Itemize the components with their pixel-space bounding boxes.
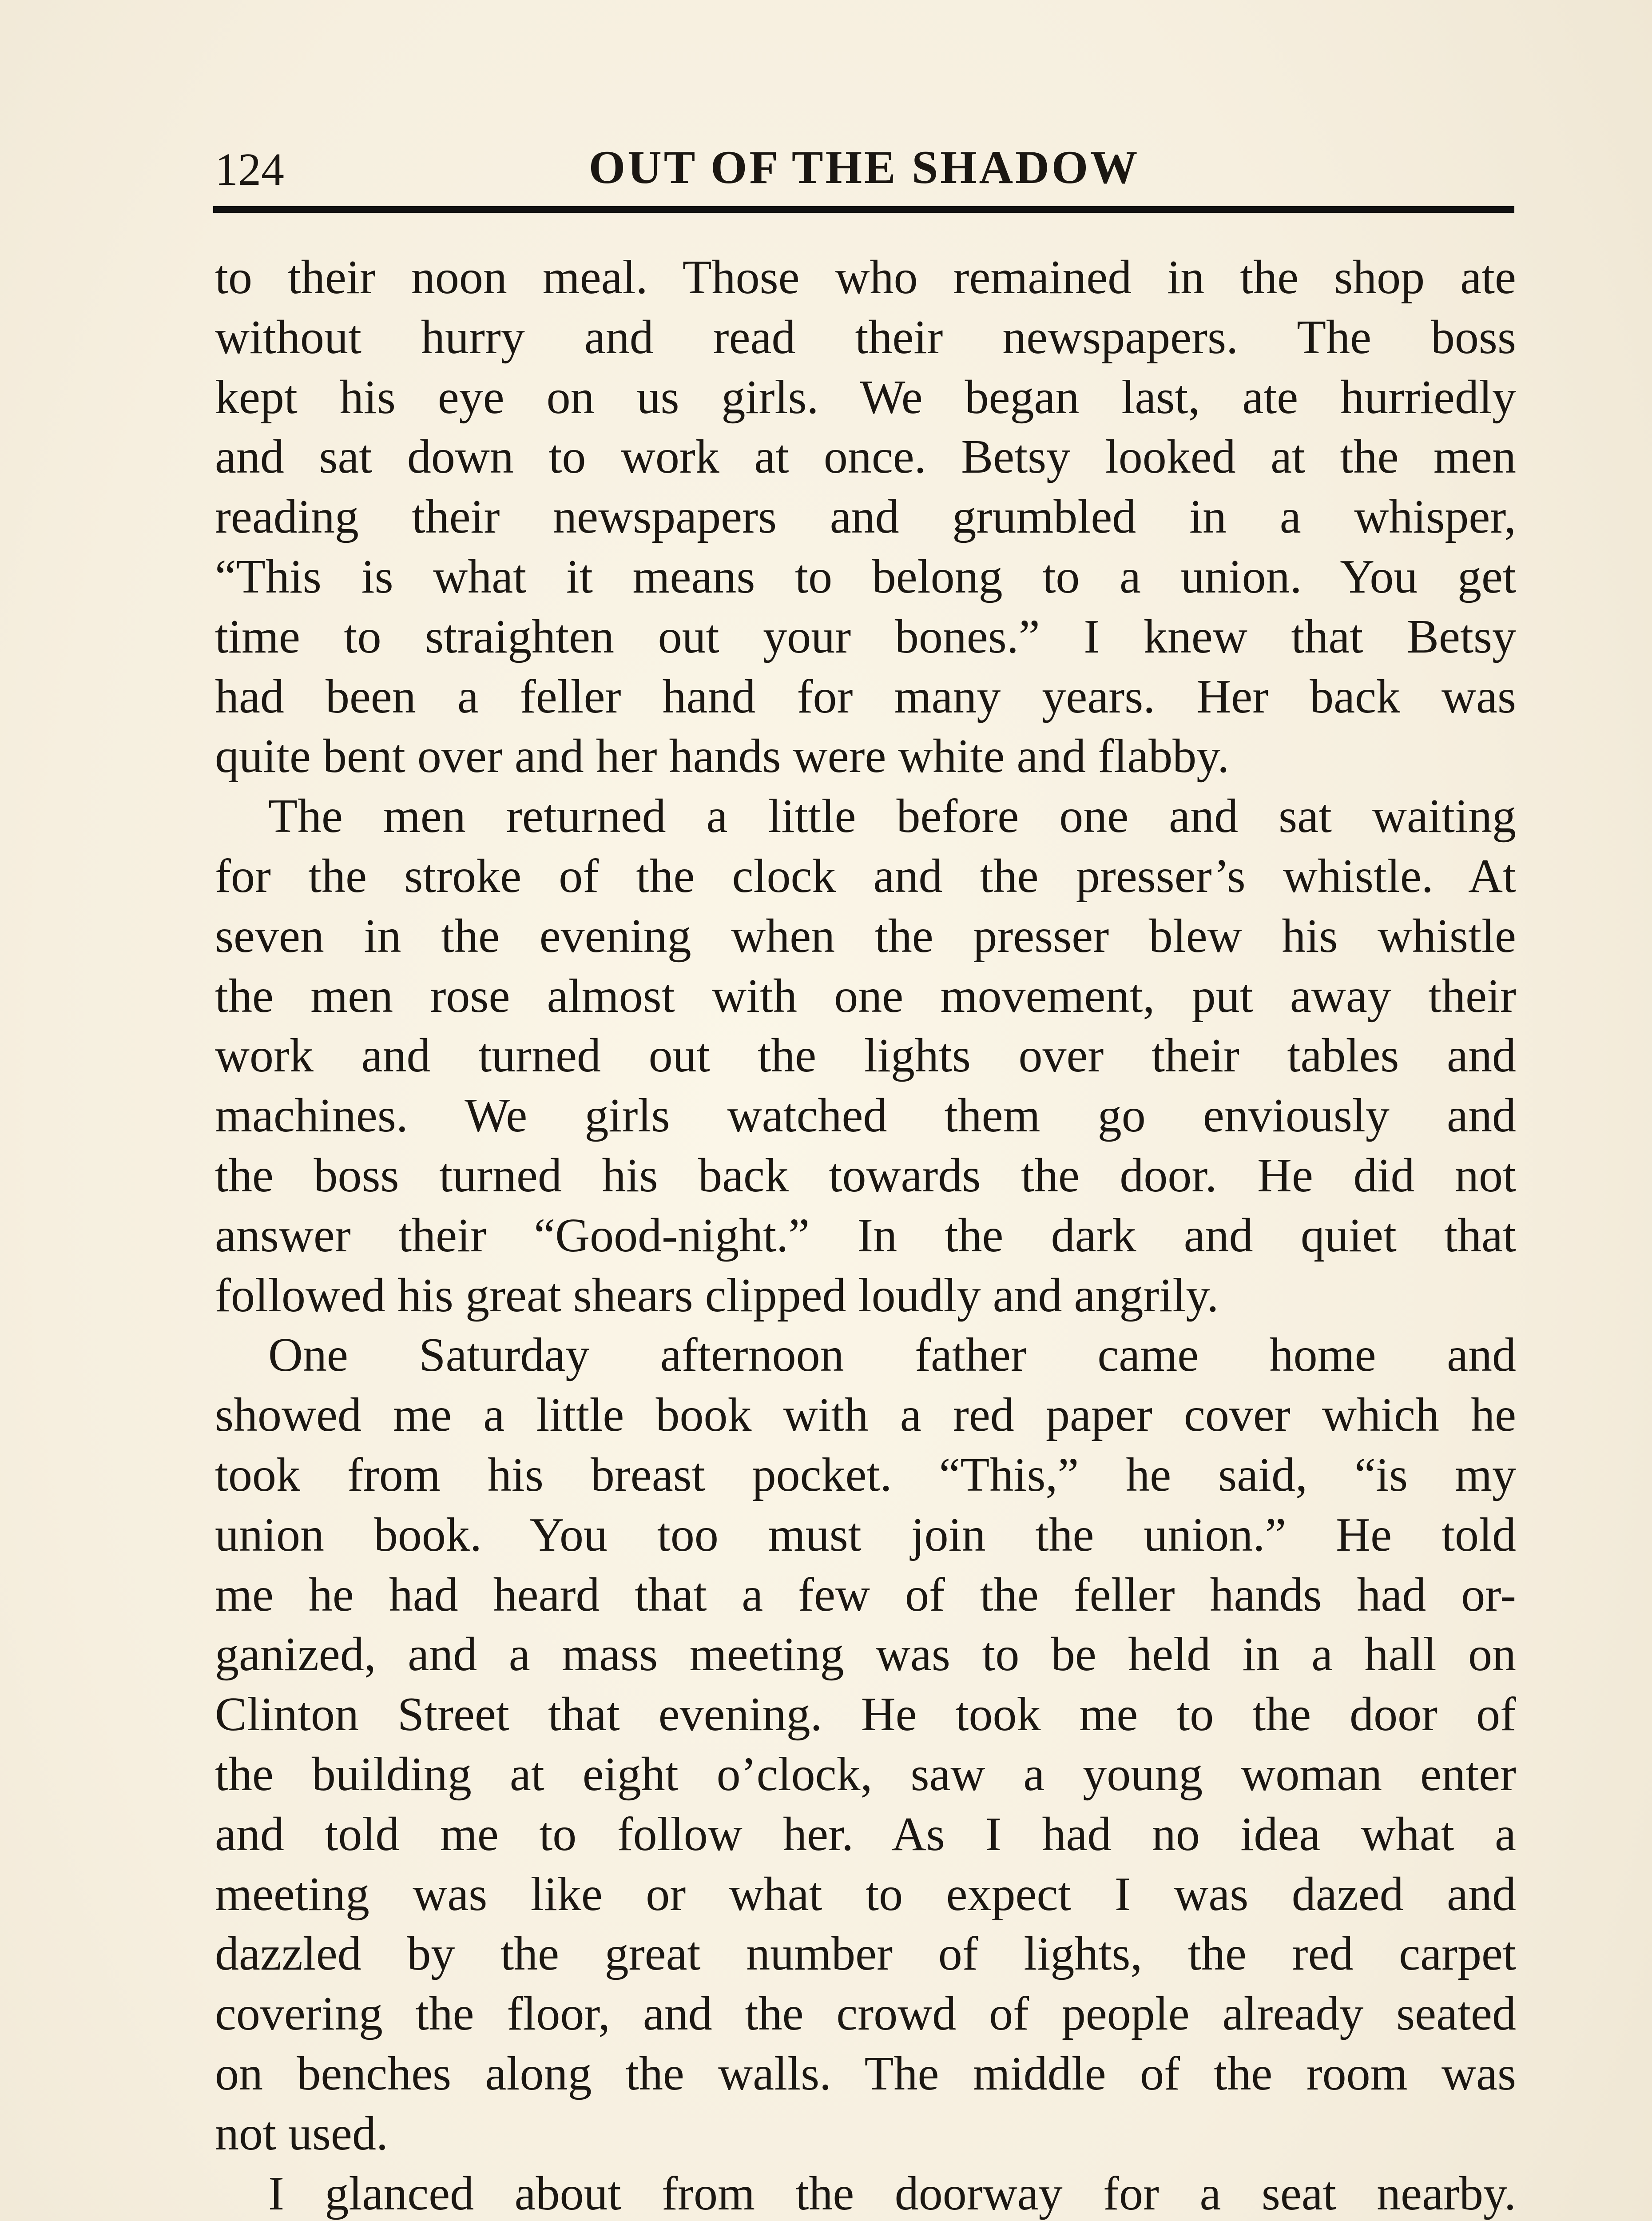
text-line: had been a feller hand for many years. Her back was [215,670,1516,723]
paragraph [215,1325,1516,2164]
text-line: machines. We girls watched them go enviously and [215,1089,1516,1142]
text-line: covering the floor, and the crowd of people already seated [215,1987,1516,2041]
running-title: OUT OF THE SHADOW [588,141,1140,193]
text-line: showed me a little book with a red paper cover which he [215,1389,1516,1442]
text-line: The men returned a little before one and sat waiting [268,790,1516,843]
paragraph [215,248,1516,787]
text-line: seven in the evening when the presser blew his whistle [215,909,1516,963]
page-number: 124 [215,144,284,195]
text-line: followed his great shears clipped loudly and angrily. [215,1269,1219,1322]
text-line: I glanced about from the doorway for a seat nearby. [268,2167,1516,2220]
text-line: dazzled by the great number of lights, the red carpet [215,1927,1516,1981]
text-line: took from his breast pocket. “This,” he said, “is my [215,1448,1516,1501]
text-line: without hurry and read their newspapers. The boss [215,310,1516,364]
paragraph [215,2164,1516,2221]
page-header [215,130,1513,196]
text-line: on benches along the walls. The middle of the room was [215,2047,1516,2100]
text-line: to their noon meal. Those who remained in the shop ate [215,251,1516,304]
text-line: One Saturday afternoon father came home and [268,1329,1516,1382]
body-text [215,248,1516,2221]
text-line: the boss turned his back towards the door. He did not [215,1149,1516,1202]
text-line: union book. You too must join the union.” He told [215,1508,1516,1561]
text-line: answer their “Good-night.” In the dark and quiet that [215,1209,1516,1262]
text-line: not used. [215,2107,388,2160]
text-line: Clinton Street that evening. He took me to the door of [215,1688,1516,1741]
header-rule [213,206,1514,213]
text-line: and sat down to work at once. Betsy looked at the men [215,430,1516,484]
text-line: for the stroke of the clock and the presser’s whistle. At [215,849,1516,903]
text-line: me he had heard that a few of the feller hands had or- [215,1568,1516,1621]
text-line: quite bent over and her hands were white and flabby. [215,730,1230,783]
text-line: work and turned out the lights over their tables and [215,1029,1516,1083]
text-line: the building at eight o’clock, saw a young woman enter [215,1747,1516,1801]
text-line: reading their newspapers and grumbled in a whisper, [215,490,1516,544]
text-line: “This is what it means to belong to a union. You get [215,550,1516,603]
text-line: kept his eye on us girls. We began last, ate hurriedly [215,370,1516,424]
text-line: meeting was like or what to expect I was dazed and [215,1867,1516,1921]
text-line: ganized, and a mass meeting was to be held in a hall on [215,1628,1516,1681]
paragraph [215,787,1516,1325]
text-line: time to straighten out your bones.” I knew that Betsy [215,610,1516,663]
text-line: the men rose almost with one movement, put away their [215,969,1516,1023]
text-line: and told me to follow her. As I had no idea what a [215,1807,1516,1861]
